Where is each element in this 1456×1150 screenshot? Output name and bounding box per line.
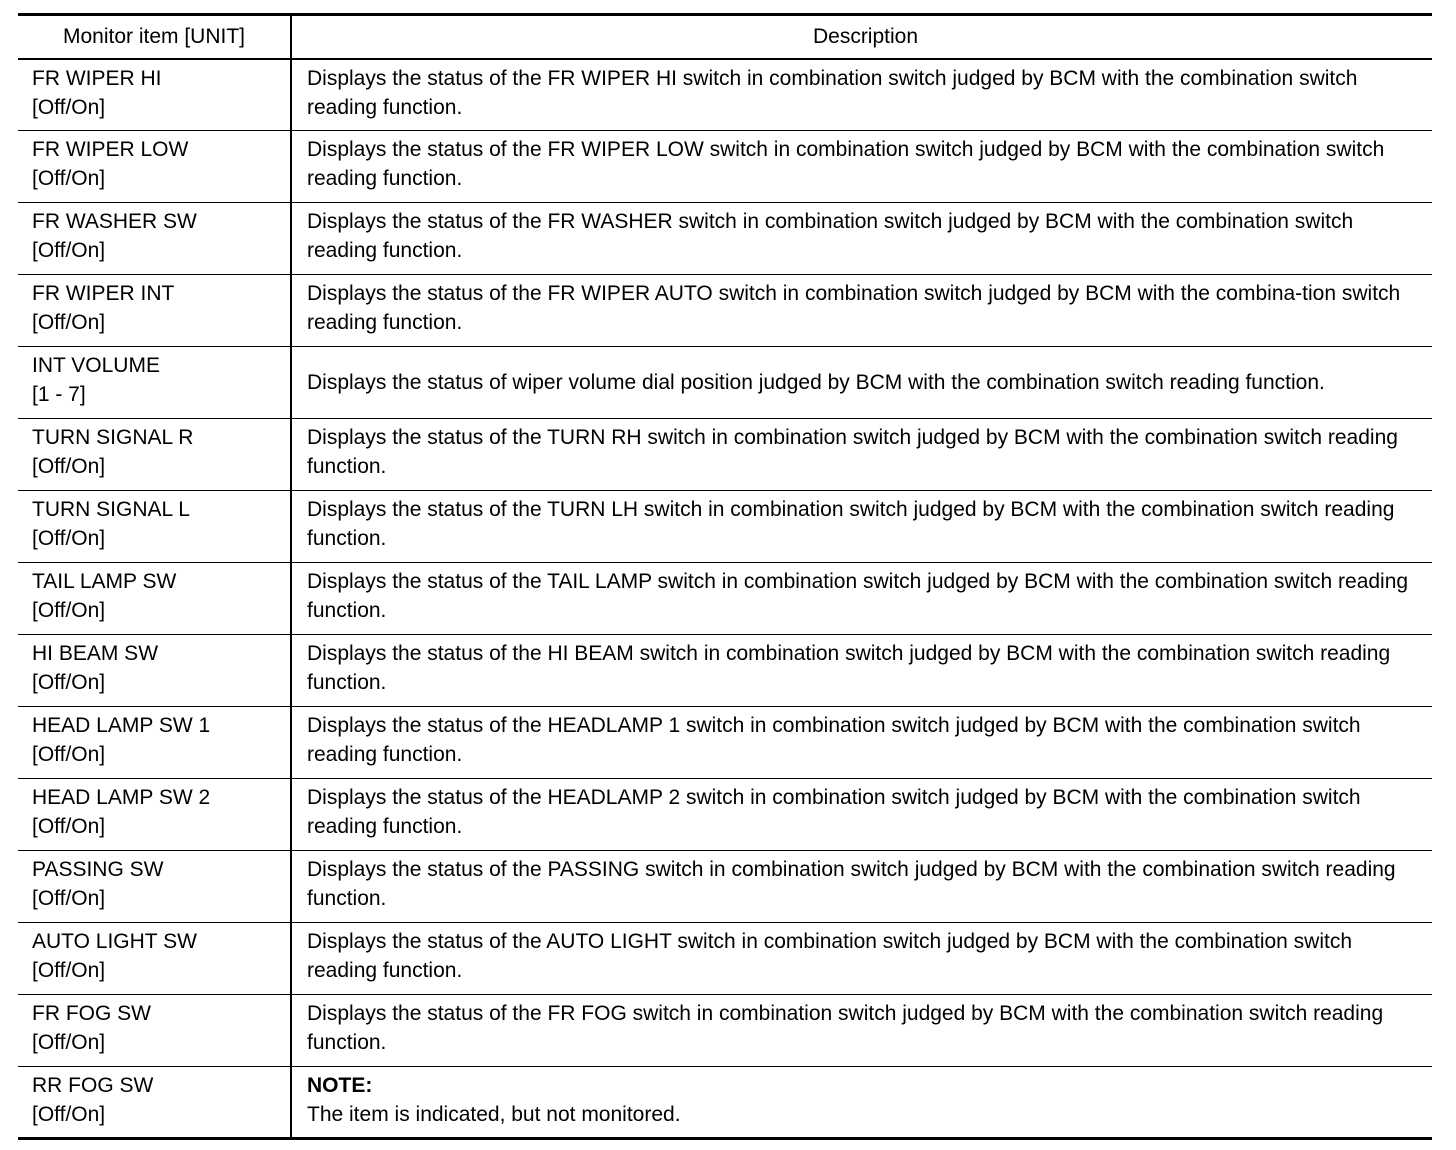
table-row <box>18 59 1432 131</box>
monitor-item-cell <box>18 275 291 347</box>
monitor-item-name: FR WIPER HI <box>32 66 162 90</box>
monitor-item-table <box>18 13 1432 1140</box>
monitor-item-unit: [Off/On] <box>32 599 106 622</box>
monitor-item-name: RR FOG SW <box>32 1074 154 1097</box>
monitor-item-cell <box>18 635 291 707</box>
monitor-item-name: HEAD LAMP SW 2 <box>32 786 211 809</box>
monitor-item-unit: [Off/On] <box>32 527 106 550</box>
monitor-item-name: INT VOLUME <box>32 354 160 377</box>
table-header <box>18 15 1432 59</box>
table-row <box>18 779 1432 851</box>
monitor-item-cell <box>18 59 291 131</box>
monitor-item-name: TURN SIGNAL L <box>32 498 190 521</box>
monitor-item-cell <box>18 851 291 923</box>
monitor-item-cell <box>18 131 291 203</box>
description-cell: Displays the status of the TURN RH switch in combination switch judged by BCM with the combination switch reading function. <box>291 419 1432 491</box>
monitor-item-name: HEAD LAMP SW 1 <box>32 714 211 737</box>
table-row <box>18 851 1432 923</box>
monitor-item-unit: [Off/On] <box>32 167 106 190</box>
note-title: NOTE: <box>307 1074 373 1097</box>
description-cell: Displays the status of the TURN LH switch in combination switch judged by BCM with the combination switch reading function. <box>291 491 1432 563</box>
monitor-item-unit: [Off/On] <box>32 671 106 694</box>
description-cell: Displays the status of the FR WIPER LOW switch in combination switch judged by BCM with the combination switch reading function. <box>291 131 1432 203</box>
monitor-item-cell <box>18 347 291 419</box>
table-row <box>18 203 1432 275</box>
table-row <box>18 419 1432 491</box>
monitor-item-cell <box>18 563 291 635</box>
monitor-item-unit: [Off/On] <box>32 1031 106 1054</box>
monitor-item-name: TURN SIGNAL R <box>32 426 194 449</box>
description-cell: Displays the status of the TAIL LAMP switch in combination switch judged by BCM with the combination switch reading function. <box>291 563 1432 635</box>
note-text: The item is indicated, but not monitored. <box>307 1103 681 1126</box>
monitor-item-name: FR FOG SW <box>32 1002 151 1025</box>
monitor-item-table-container <box>18 13 1432 1140</box>
monitor-item-cell <box>18 995 291 1067</box>
description-cell: Displays the status of wiper volume dial position judged by BCM with the combination switch reading function. <box>291 347 1432 419</box>
monitor-item-unit: [Off/On] <box>32 959 106 982</box>
table-row <box>18 563 1432 635</box>
header-row <box>18 15 1432 59</box>
table-row <box>18 491 1432 563</box>
monitor-item-unit: [Off/On] <box>32 887 106 910</box>
monitor-item-name: HI BEAM SW <box>32 642 159 665</box>
table-row <box>18 347 1432 419</box>
monitor-item-unit: [Off/On] <box>32 455 106 478</box>
monitor-item-unit: [Off/On] <box>32 743 106 766</box>
table-row <box>18 635 1432 707</box>
monitor-item-cell <box>18 707 291 779</box>
table-row <box>18 995 1432 1067</box>
monitor-item-unit: [Off/On] <box>32 1103 106 1126</box>
description-cell: Displays the status of the AUTO LIGHT switch in combination switch judged by BCM with the combination switch reading function. <box>291 923 1432 995</box>
description-cell: Displays the status of the FR WASHER switch in combination switch judged by BCM with the combination switch reading function. <box>291 203 1432 275</box>
description-cell: Displays the status of the FR WIPER HI switch in combination switch judged by BCM with the combination switch reading function. <box>291 59 1432 131</box>
monitor-item-name: TAIL LAMP SW <box>32 570 177 593</box>
description-cell: Displays the status of the HEADLAMP 2 switch in combination switch judged by BCM with the combination switch reading function. <box>291 779 1432 851</box>
monitor-item-name: FR WASHER SW <box>32 210 197 233</box>
description-cell: Displays the status of the FR WIPER AUTO switch in combination switch judged by BCM with the combina-tion switch reading function. <box>291 275 1432 347</box>
monitor-item-cell <box>18 203 291 275</box>
monitor-item-name: AUTO LIGHT SW <box>32 930 197 953</box>
monitor-item-cell <box>18 923 291 995</box>
monitor-item-unit: [Off/On] <box>32 239 106 262</box>
monitor-item-cell <box>18 419 291 491</box>
monitor-item-cell <box>18 779 291 851</box>
monitor-item-cell <box>18 491 291 563</box>
monitor-item-cell <box>18 1067 291 1139</box>
table-row <box>18 1067 1432 1139</box>
description-cell <box>291 1067 1432 1139</box>
description-cell: Displays the status of the PASSING switch in combination switch judged by BCM with the combination switch reading function. <box>291 851 1432 923</box>
table-row <box>18 707 1432 779</box>
monitor-item-unit: [Off/On] <box>32 815 106 838</box>
table-row <box>18 923 1432 995</box>
description-cell: Displays the status of the FR FOG switch in combination switch judged by BCM with the combination switch reading function. <box>291 995 1432 1067</box>
table-row <box>18 275 1432 347</box>
monitor-item-unit: [Off/On] <box>32 311 106 334</box>
description-cell: Displays the status of the HI BEAM switch in combination switch judged by BCM with the combination switch reading function. <box>291 635 1432 707</box>
description-cell: Displays the status of the HEADLAMP 1 switch in combination switch judged by BCM with the combination switch reading function. <box>291 707 1432 779</box>
monitor-item-unit: [Off/On] <box>32 95 106 119</box>
monitor-item-name: PASSING SW <box>32 858 164 881</box>
table-row <box>18 131 1432 203</box>
monitor-item-name: FR WIPER LOW <box>32 138 189 161</box>
header-monitor-item: Monitor item [UNIT] <box>18 15 291 59</box>
header-description: Description <box>291 15 1432 59</box>
monitor-item-name: FR WIPER INT <box>32 282 175 305</box>
table-body <box>18 59 1432 1139</box>
monitor-item-unit: [1 - 7] <box>32 383 86 406</box>
